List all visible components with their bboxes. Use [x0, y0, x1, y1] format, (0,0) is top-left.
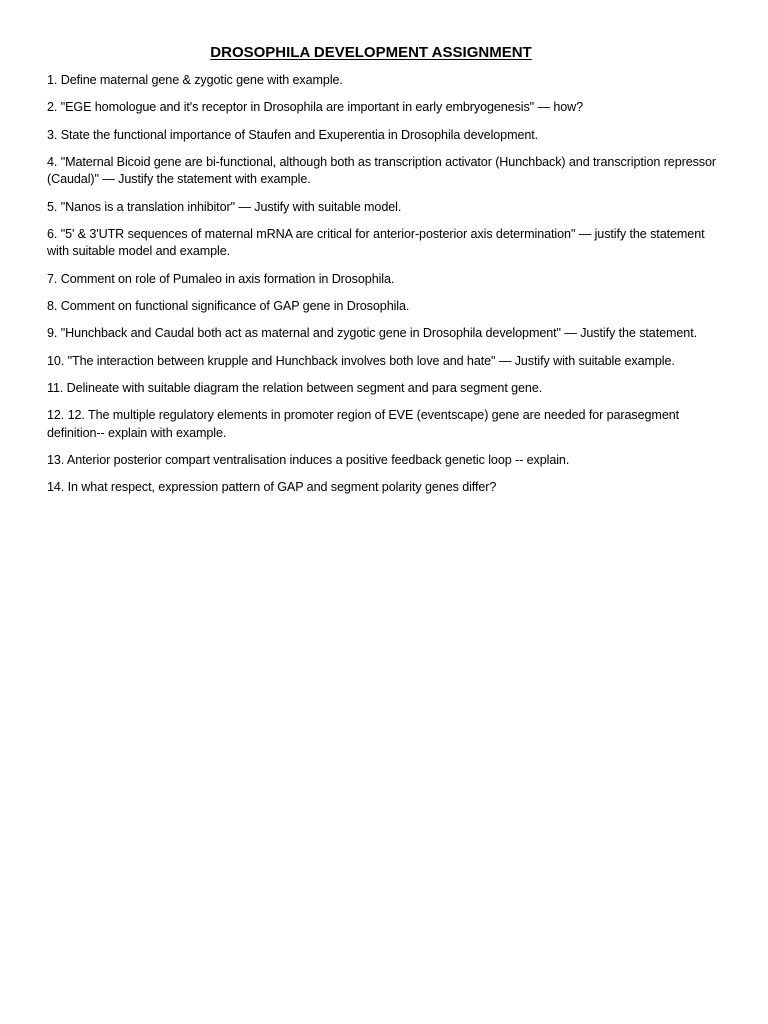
question-11: 11. Delineate with suitable diagram the relation between segment and para segment gene. [47, 380, 543, 395]
question-14: 14. In what respect, expression pattern of GAP and segment polarity genes differ? [47, 480, 497, 495]
question-5: 5. "Nanos is a translation inhibitor" — Justify with suitable model. [47, 199, 402, 214]
question-12: 12. 12. The multiple regulatory elements in promoter region of EVE (eventscape) gene are needed for parasegment definition-- explain with example. [47, 408, 680, 440]
question-9: 9. "Hunchback and Caudal both act as maternal and zygotic gene in Drosophila development" — Justify the statement. [47, 326, 697, 341]
question-1: 1. Define maternal gene & zygotic gene with example. [47, 73, 343, 87]
question-list [47, 72, 720, 497]
question-2: 2. "EGE homologue and it's receptor in Drosophila are important in early embryogenesis" — how? [47, 100, 584, 115]
question-4: 4. "Maternal Bicoid gene are bi-functional, although both as transcription activator (Hunchback) and transcription repressor (Caudal)" — Justify the statement with example. [47, 154, 716, 187]
question-13: 13. Anterior posterior compart ventralisation induces a positive feedback genetic loop -- explain. [47, 453, 570, 468]
question-8: 8. Comment on functional significance of GAP gene in Drosophila. [47, 299, 410, 314]
question-6: 6. "5' & 3'UTR sequences of maternal mRNA are critical for anterior-posterior axis determination" — justify the statement with suitable model and example. [47, 226, 705, 259]
question-7: 7. Comment on role of Pumaleo in axis formation in Drosophila. [47, 271, 395, 286]
document-title: DROSOPHILA DEVELOPMENT ASSIGNMENT [210, 44, 532, 61]
question-10: 10. "The interaction between krupple and Hunchback involves both love and hate" — Justify with suitable example. [47, 353, 675, 368]
question-3: 3. State the functional importance of Staufen and Exuperentia in Drosophila development. [47, 127, 539, 142]
